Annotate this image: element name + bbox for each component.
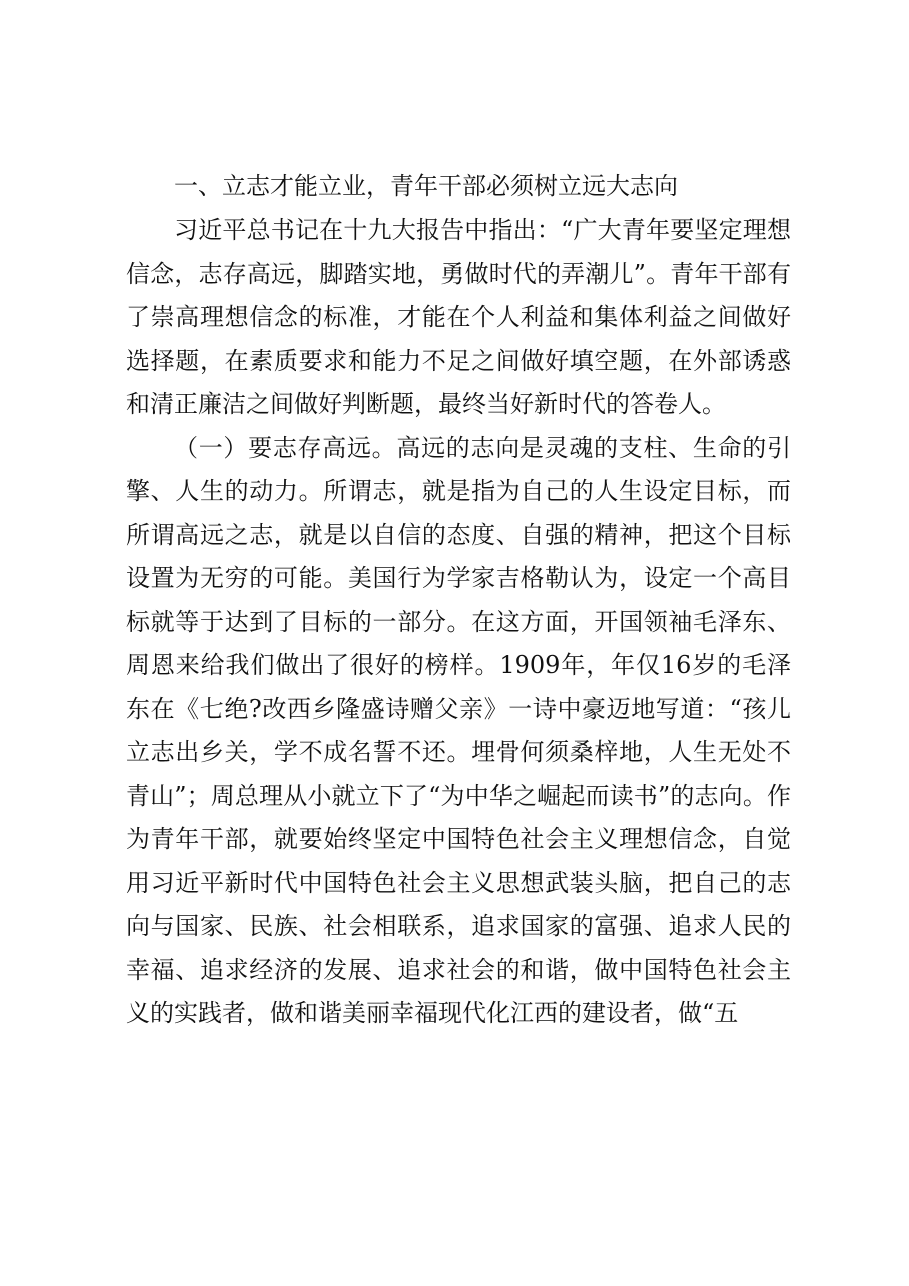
paragraph-subsection-1: （一）要志存高远。高远的志向是灵魂的支柱、生命的引擎、人生的动力。所谓志，就是指为自己的人生设定目标，而所谓高远之志，就是以自信的态度、自强的精神，把这个目标设置为无穷的可能。美国行为学家吉格勒认为，设定一个高目标就等于达到了目标的一部分。在这方面，开国领袖毛泽东、周恩来给我们做出了很好的榜样。1909年，年仅16岁的毛泽东在《七绝?改西乡隆盛诗赠父亲》一诗中豪迈地写道：“孩儿立志出乡关，学不成名誓不还。埋骨何须桑梓地，人生无处不青山”；周总理从小就立下了“为中华之崛起而读书”的志向。作为青年干部，就要始终坚定中国特色社会主义理想信念，自觉用习近平新时代中国特色社会主义思想武装头脑，把自己的志向与国家、民族、社会相联系，追求国家的富强、追求人民的幸福、追求经济的发展、追求社会的和谐，做中国特色社会主义的实践者，做和谐美丽幸福现代化江西的建设者，做“五 (126, 433, 791, 1027)
section-heading: 一、立志才能立业，青年干部必须树立远大志向 (174, 172, 678, 200)
document-body (126, 165, 791, 1036)
paragraph-intro: 习近平总书记在十九大报告中指出：“广大青年要坚定理想信念，志存高远，脚踏实地，勇做时代的弄潮儿”。青年干部有了崇高理想信念的标准，才能在个人利益和集体利益之间做好选择题，在素质要求和能力不足之间做好填空题，在外部诱惑和清正廉洁之间做好判断题，最终当好新时代的答卷人。 (126, 216, 791, 418)
